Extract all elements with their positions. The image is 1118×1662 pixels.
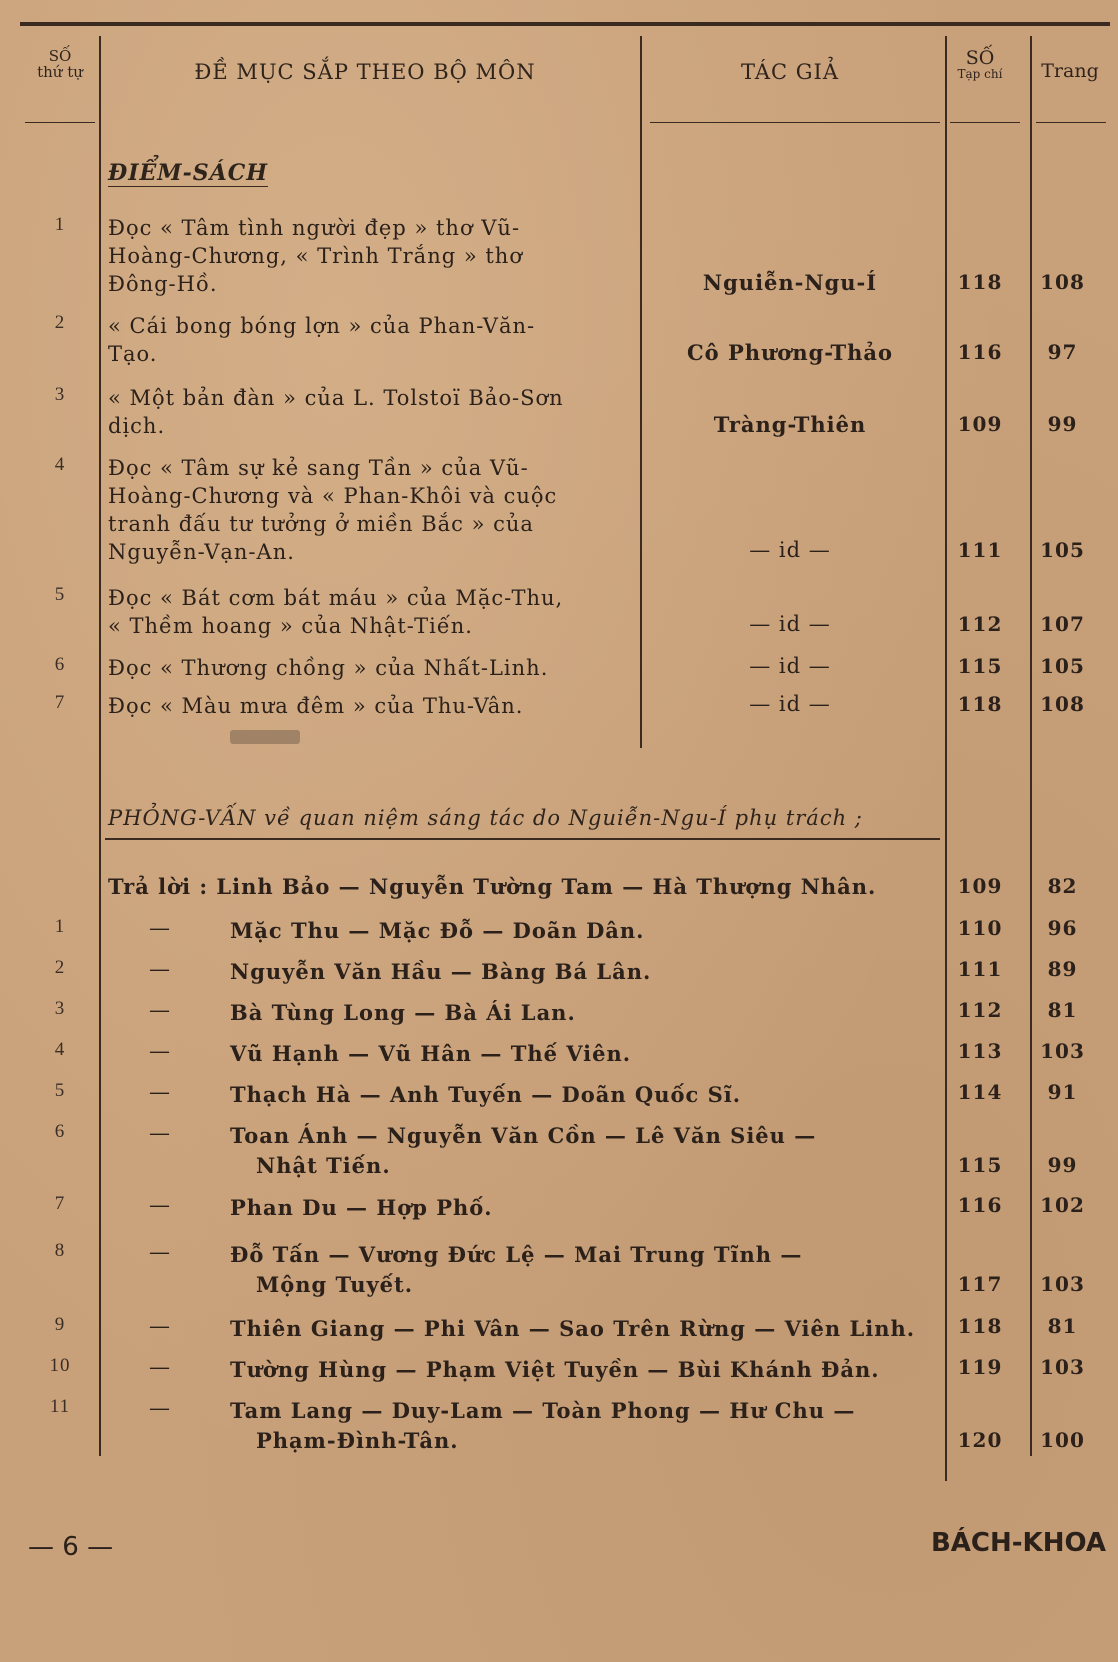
row-page: 103: [1040, 1355, 1085, 1379]
row-issue: 109: [957, 412, 1003, 436]
title-line: Hoàng-Chương và « Phan-Khôi và cuộc: [108, 484, 558, 508]
row-page: 108: [1040, 692, 1085, 716]
row-names: [230, 1240, 930, 1300]
row-author: — id —: [749, 692, 831, 716]
row-page: 103: [1040, 1039, 1085, 1063]
names-line: Nhật Tiến.: [256, 1153, 391, 1178]
title-line: Nguyễn-Vạn-An.: [108, 540, 295, 564]
row-names: [230, 1355, 930, 1385]
row-names: [230, 1080, 930, 1110]
row-issue: 118: [957, 692, 1003, 716]
row-title: [108, 384, 638, 440]
title-line: Đọc « Tâm sự kẻ sang Tần » của Vũ-: [108, 456, 529, 480]
names-line: Thiên Giang — Phi Vân — Sao Trên Rừng — Viên Linh.: [230, 1316, 916, 1341]
row-number: 9: [54, 1314, 66, 1335]
header-underline: [25, 122, 95, 123]
row-names: [230, 1193, 930, 1223]
page-number: — 6 —: [28, 1532, 114, 1562]
row-number: 7: [54, 1193, 66, 1214]
row-author: — id —: [749, 612, 831, 636]
row-number: 11: [49, 1396, 71, 1417]
row-page: 100: [1040, 1428, 1085, 1452]
row-number: 4: [54, 1039, 66, 1060]
row-title: [108, 584, 638, 640]
header-issue-bottom: Tạp chí: [957, 67, 1003, 81]
names-line: Bà Tùng Long — Bà Ái Lan.: [230, 1000, 576, 1025]
header-underline: [950, 122, 1020, 123]
header-number-top: SỐ: [48, 47, 72, 65]
row-page: 81: [1047, 998, 1078, 1022]
names-line: Tường Hùng — Phạm Việt Tuyền — Bùi Khánh Đản.: [230, 1357, 880, 1382]
row-number: 1: [54, 916, 66, 937]
row-issue: 111: [957, 538, 1003, 562]
names-line: Mộng Tuyết.: [256, 1272, 414, 1297]
row-issue: 116: [957, 340, 1003, 364]
row-issue: 112: [957, 998, 1003, 1022]
row-number: 8: [54, 1240, 66, 1261]
row-issue: 115: [957, 1153, 1003, 1177]
row-issue: 109: [957, 874, 1003, 898]
row-number: 2: [54, 312, 66, 333]
row-author: Cô Phương-Thảo: [686, 340, 894, 365]
row-issue: 114: [957, 1080, 1003, 1104]
row-issue: 115: [957, 654, 1003, 678]
row-dash: —: [149, 1121, 171, 1145]
names-line: Tam Lang — Duy-Lam — Toàn Phong — Hư Chu —: [230, 1398, 856, 1423]
row-title: [108, 454, 638, 566]
title-line: tranh đấu tư tưởng ở miền Bắc » của: [108, 512, 534, 536]
row-page: 108: [1040, 270, 1085, 294]
header-issue-column: [940, 47, 1020, 82]
names-line: Thạch Hà — Anh Tuyến — Doãn Quốc Sĩ.: [230, 1082, 742, 1107]
title-line: « Một bản đàn » của L. Tolstoï Bảo-Sơn: [108, 386, 564, 410]
row-author: Tràng-Thiên: [713, 412, 867, 437]
row-dash: —: [149, 916, 171, 940]
header-underline: [650, 122, 940, 123]
column-divider: [945, 36, 947, 1481]
header-number-bottom: thứ tự: [37, 63, 83, 81]
column-divider: [1030, 36, 1032, 1456]
header-number-column: [20, 48, 100, 80]
top-rule: [20, 22, 1110, 26]
row-names: [230, 1039, 930, 1069]
names-line: Nguyễn Văn Hầu — Bàng Bá Lân.: [230, 959, 652, 984]
row-dash: —: [149, 1396, 171, 1420]
row-number: 4: [54, 454, 66, 475]
row-number: 5: [54, 584, 66, 605]
names-line: Phạm-Đình-Tân.: [256, 1428, 459, 1453]
row-title: [108, 654, 638, 682]
names-line: Toan Ánh — Nguyễn Văn Cồn — Lê Văn Siêu —: [230, 1123, 817, 1148]
row-issue: 111: [957, 957, 1003, 981]
title-line: Đọc « Thương chồng » của Nhất-Linh.: [108, 656, 549, 680]
row-page: 81: [1047, 1314, 1078, 1338]
title-line: « Cái bong bóng lợn » của Phan-Văn-: [108, 314, 536, 338]
title-line: Đông-Hồ.: [108, 272, 218, 296]
row-issue: 117: [957, 1272, 1003, 1296]
row-page: 102: [1040, 1193, 1085, 1217]
row-page: 107: [1040, 612, 1085, 636]
ornament-mark: [230, 730, 300, 744]
row-page: 82: [1047, 874, 1078, 898]
title-line: Đọc « Tâm tình người đẹp » thơ Vũ-: [108, 216, 521, 240]
row-number: 6: [54, 1121, 66, 1142]
row-issue: 118: [957, 1314, 1003, 1338]
row-names: [230, 1314, 930, 1344]
magazine-name: BÁCH-KHOA: [930, 1528, 1106, 1558]
row-page: 99: [1047, 412, 1078, 436]
row-issue: 116: [957, 1193, 1003, 1217]
row-issue: 110: [957, 916, 1003, 940]
header-author-column: TÁC GIẢ: [740, 60, 839, 84]
row-dash: —: [149, 1193, 171, 1217]
row-issue: 120: [957, 1428, 1003, 1452]
row-issue: 112: [957, 612, 1003, 636]
row-number: 3: [54, 998, 66, 1019]
title-line: Đọc « Màu mưa đêm » của Thu-Vân.: [108, 694, 524, 718]
row-number: 2: [54, 957, 66, 978]
row-dash: —: [149, 957, 171, 981]
row-author: — id —: [749, 538, 831, 562]
row-dash: —: [149, 998, 171, 1022]
title-line: dịch.: [108, 414, 166, 438]
header-title-column: ĐỀ MỤC SẮP THEO BỘ MÔN: [194, 60, 536, 84]
section-title-interviews: PHỎNG-VẤN về quan niệm sáng tác do Nguiễn-Ngu-Í phụ trách ;: [108, 806, 863, 830]
row-page: 105: [1040, 538, 1085, 562]
row-number: 7: [54, 692, 66, 713]
row-issue: 119: [957, 1355, 1003, 1379]
row-names: [230, 916, 930, 946]
row-dash: —: [149, 1039, 171, 1063]
row-issue: 113: [957, 1039, 1003, 1063]
row-page: 89: [1047, 957, 1078, 981]
row-names: [230, 998, 930, 1028]
row-names: [230, 1121, 930, 1181]
row-title: [108, 312, 638, 368]
row-page: 105: [1040, 654, 1085, 678]
row-author: Nguiễn-Ngu-Í: [702, 270, 878, 295]
section-underline: [105, 838, 940, 840]
row-title: [108, 692, 638, 720]
row-dash: —: [149, 1080, 171, 1104]
header-issue-top: SỐ: [965, 47, 995, 69]
row-number: 5: [54, 1080, 66, 1101]
row-number: 10: [49, 1355, 71, 1376]
row-names: [230, 1396, 930, 1456]
section-title-book-reviews: ĐIỂM-SÁCH: [108, 160, 269, 186]
names-line: Phan Du — Hợp Phố.: [230, 1195, 493, 1220]
names-line: Vũ Hạnh — Vũ Hân — Thế Viên.: [230, 1041, 632, 1066]
header-underline: [1036, 122, 1106, 123]
row-page: 99: [1047, 1153, 1078, 1177]
title-line: Tạo.: [108, 342, 158, 366]
row-dash: —: [149, 1355, 171, 1379]
names-line: Mặc Thu — Mặc Đỗ — Doãn Dân.: [230, 918, 645, 943]
row-number: 3: [54, 384, 66, 405]
title-line: « Thềm hoang » của Nhật-Tiến.: [108, 614, 473, 638]
row-number: 6: [54, 654, 66, 675]
names-line: Đỗ Tấn — Vương Đức Lệ — Mai Trung Tĩnh —: [230, 1242, 803, 1267]
row-title: [108, 214, 638, 298]
title-line: Hoàng-Chương, « Trình Trắng » thơ: [108, 244, 523, 268]
row-number: 1: [54, 214, 66, 235]
row-page: 103: [1040, 1272, 1085, 1296]
title-line: Đọc « Bát cơm bát máu » của Mặc-Thu,: [108, 586, 564, 610]
row-author: — id —: [749, 654, 831, 678]
header-page-column: Trang: [1041, 60, 1099, 82]
row-page: 96: [1047, 916, 1078, 940]
reply-line: Trả lời : Linh Bảo — Nguyễn Tường Tam — Hà Thượng Nhân.: [108, 874, 877, 899]
row-dash: —: [149, 1314, 171, 1338]
row-issue: 118: [957, 270, 1003, 294]
row-page: 91: [1047, 1080, 1078, 1104]
row-dash: —: [149, 1240, 171, 1264]
row-page: 97: [1047, 340, 1078, 364]
row-names: [230, 957, 930, 987]
column-divider: [640, 36, 642, 748]
